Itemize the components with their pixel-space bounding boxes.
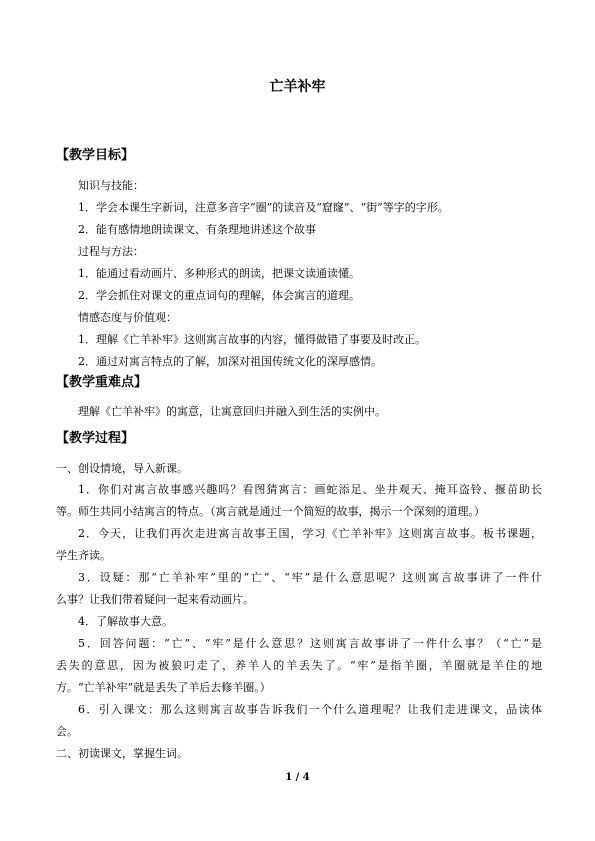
attitude-item-2: 2．通过对寓言特点的了解，加深对祖国传统文化的深厚感情。 — [78, 355, 382, 368]
step-6-line-2: 会。 — [56, 725, 78, 738]
knowledge-item-2: 2．能有感情地朗读课文、有条理地讲述这个故事 — [78, 223, 316, 236]
knowledge-item-1: 1．学会本课生字新词，注意多音字“圈”的读音及“窟窿”、“街”等字的字形。 — [78, 201, 449, 214]
process-item-2: 2．学会抓住对课文的重点词句的理解，体会寓言的道理。 — [78, 289, 360, 302]
process-label: 过程与方法： — [78, 245, 144, 258]
step-1-line-2: 等。师生共同小结寓言的特点。（寓言就是通过一个简短的故事，揭示一个深刻的道理。） — [56, 505, 485, 518]
step-2-line-1: 2．今天，让我们再次走进寓言故事王国，学习《亡羊补牢》这则寓言故事。板书课题， — [78, 527, 542, 540]
step-5-line-3: 方。“亡羊补牢”就是丢失了羊后去修羊圈。） — [56, 681, 271, 694]
section-heading-process: 【教学过程】 — [56, 431, 135, 446]
attitude-item-1: 1．理解《亡羊补牢》这则寓言故事的内容，懂得做错了事要及时改正。 — [78, 333, 426, 346]
attitude-label: 情感态度与价值观： — [78, 311, 177, 324]
step-3-line-1: 3．设疑：那“亡羊补牢”里的“亡”、“牢”是什么意思呢？这则寓言故事讲了一件什 — [78, 571, 542, 584]
step-2-line-2: 学生齐读。 — [56, 549, 111, 562]
section-heading-goals: 【教学目标】 — [56, 148, 135, 163]
process-part-1: 一、创设情境，导入新课。 — [56, 462, 188, 475]
knowledge-label: 知识与技能： — [78, 179, 144, 192]
step-6-line-1: 6．引入课文：那么这则寓言故事告诉我们一个什么道理呢？让我们走进课文，品读体 — [78, 703, 542, 716]
process-part-2: 二、初读课文，掌握生词。 — [56, 747, 188, 760]
document-title: 亡羊补牢 — [269, 79, 326, 95]
page-number: 1 / 4 — [285, 772, 310, 783]
step-1-line-1: 1．你们对寓言故事感兴趣吗？看图猜寓言：画蛇添足、坐井观天、掩耳盗铃、揠苗助长 — [78, 483, 542, 496]
step-3-line-2: 么事？让我们带着疑问一起来看动画片。 — [56, 593, 254, 606]
step-4: 4．了解故事大意。 — [78, 615, 173, 628]
section-heading-difficulty: 【教学重难点】 — [56, 375, 148, 390]
process-item-1: 1．能通过看动画片、多种形式的朗读，把课文读通读懂。 — [78, 267, 360, 280]
difficulty-text: 理解《亡羊补牢》的寓意，让寓意回归并融入到生活的实例中。 — [78, 405, 386, 418]
step-5-line-1: 5．回答问题：“亡”、“牢”是什么意思？这则寓言故事讲了一件什么事？（“亡”是 — [78, 637, 542, 650]
step-5-line-2: 丢失的意思，因为被狼叼走了，养羊人的羊丢失了。“牢”是指羊圈，羊圈就是羊住的地 — [56, 659, 542, 672]
